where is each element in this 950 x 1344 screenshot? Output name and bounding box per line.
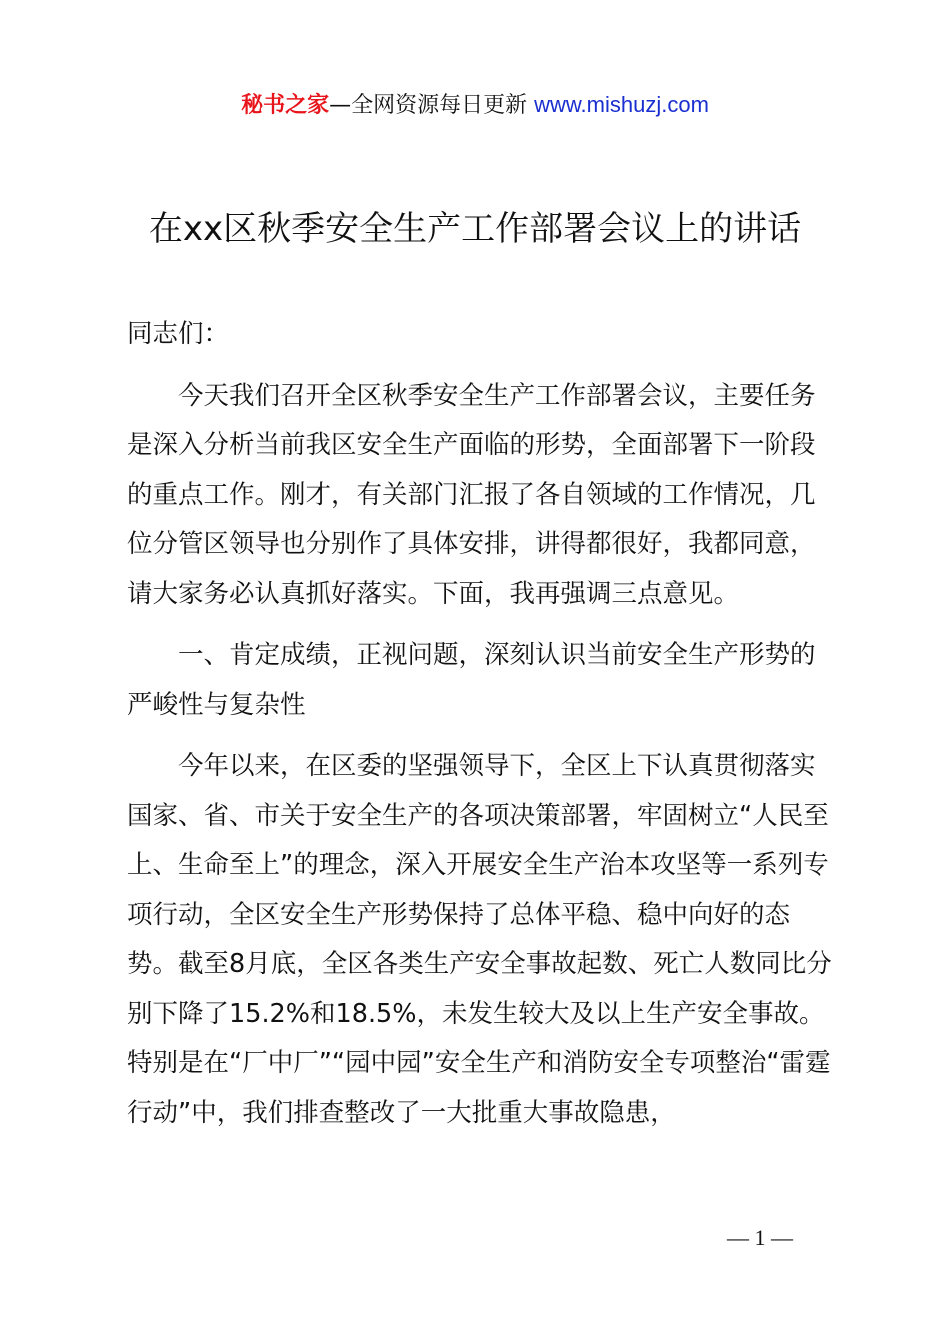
paragraph-opening: 今天我们召开全区秋季安全生产工作部署会议，主要任务是深入分析当前我区安全生产面临的形势，全面部署下一阶段的重点工作。刚才，有关部门汇报了各自领域的工作情况，几位分管区领导也分别作了具体安排，讲得都很好，我都同意，请大家务必认真抓好落实。下面，我再强调三点意见。 (127, 380, 816, 609)
site-slogan: —全网资源每日更新 (329, 93, 535, 118)
section-heading-1: 一、肯定成绩，正视问题，深刻认识当前安全生产形势的严峻性与复杂性 (127, 640, 816, 720)
page-number: — 1 — (727, 1225, 793, 1250)
document-title: 在xx区秋季安全生产工作部署会议上的讲话 (148, 208, 802, 249)
brand-name: 秘书之家 (241, 93, 330, 118)
paragraph-achievements: 今年以来，在区委的坚强领导下，全区上下认真贯彻落实国家、省、市关于安全生产的各项决策部署，牢固树立“人民至上、生命至上”的理念，深入开展安全生产治本攻坚等一系列专项行动，全区安全生产形势保持了总体平稳、稳中向好的态势。截至8月底，全区各类生产安全事故起数、死亡人数同比分别下降了15.2%和18.5%，未发生较大及以上生产安全事故。特别是在“厂中厂”“园中园”安全生产和消防安全专项整治“雷霆行动”中，我们排查整改了一大批重大事故隐患， (127, 751, 832, 1128)
site-header (0, 88, 950, 123)
site-url-link[interactable]: www.mishuzj.com (534, 92, 709, 117)
document-body (127, 310, 837, 1150)
salutation: 同志们： (127, 319, 230, 349)
